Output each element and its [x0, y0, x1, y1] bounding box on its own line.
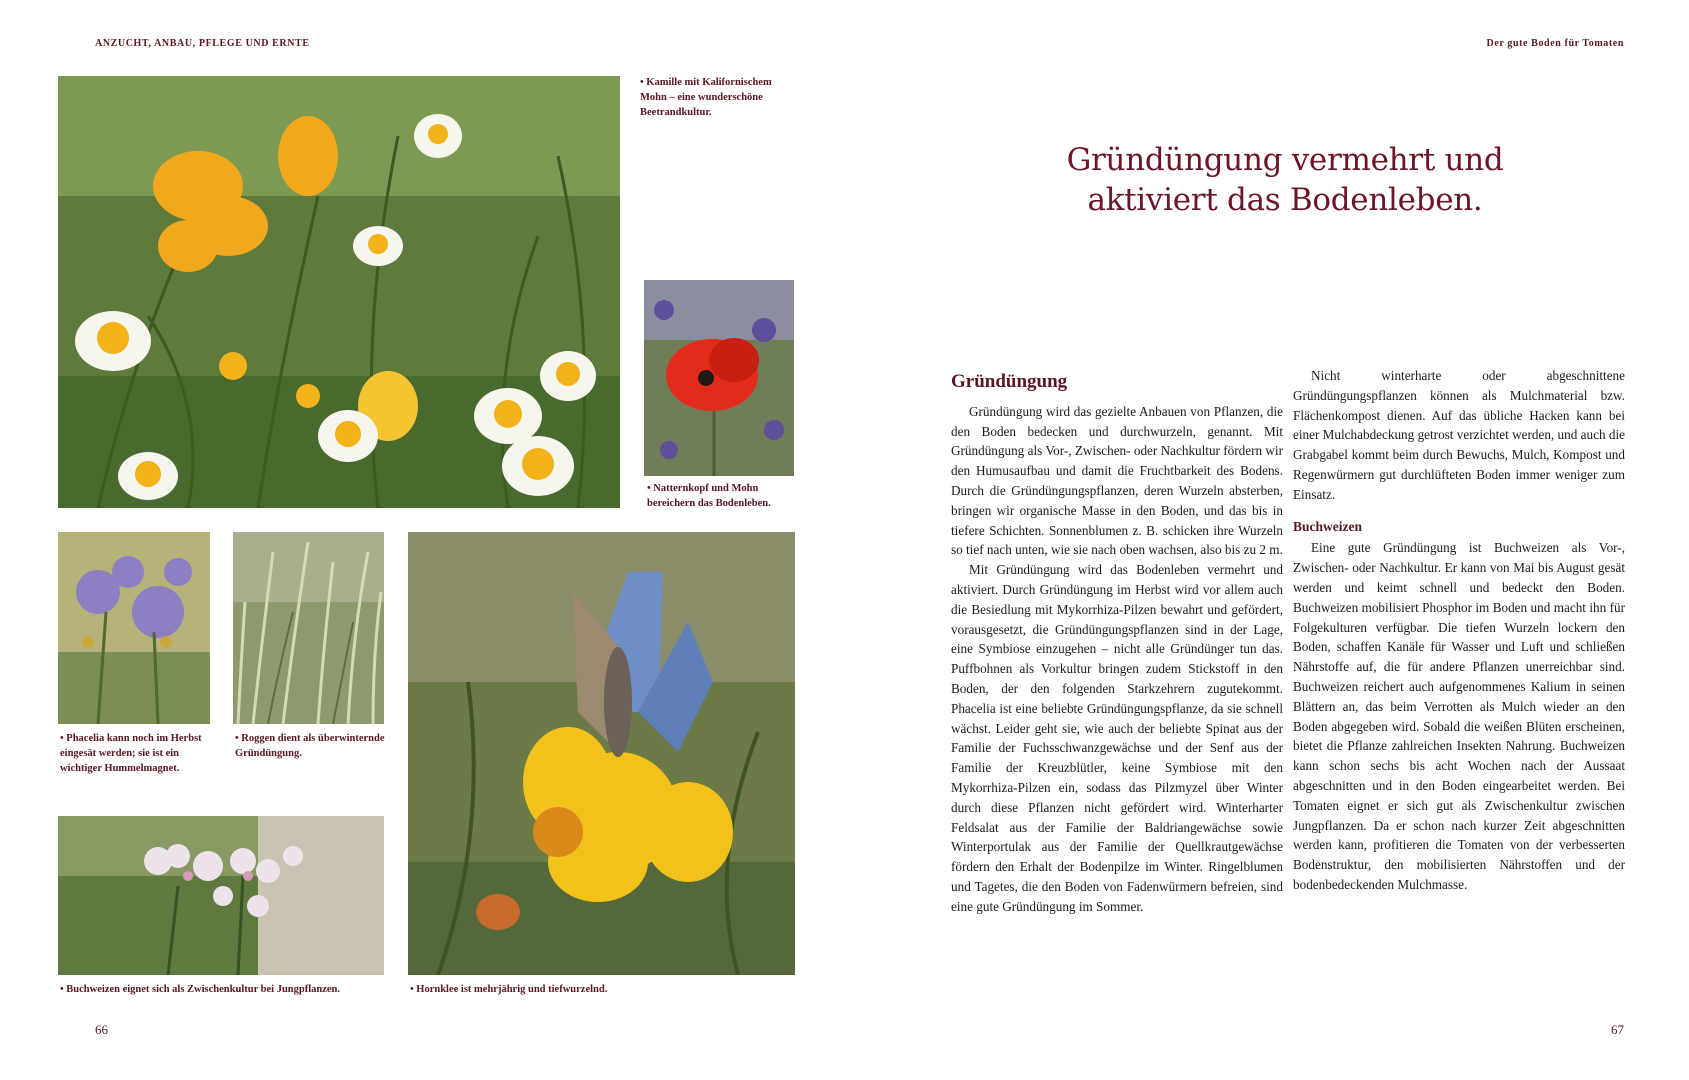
- caption-phacelia: • Phacelia kann noch im Herbst eingesät werden; sie ist ein wichtiger Hummelmagnet.: [60, 733, 202, 774]
- page-title: Gründüngung vermehrt und aktiviert das Bodenleben.: [1066, 142, 1504, 218]
- text-column-1: [951, 362, 1283, 917]
- photo-roggen: [233, 532, 384, 724]
- photo-hornklee-falter: [408, 532, 795, 975]
- photo-buchweizen: [58, 816, 384, 975]
- left-page: [0, 0, 844, 1080]
- photo-kamille-mohn: [58, 76, 620, 508]
- caption-buchweizen: • Buchweizen eignet sich als Zwischenkultur bei Jungpflanzen.: [60, 984, 341, 995]
- page-number-right: 67: [1611, 1022, 1624, 1037]
- section-heading: Gründüngung: [951, 371, 1068, 392]
- caption-hornklee: • Hornklee ist mehrjährig und tiefwurzelnd.: [410, 984, 608, 995]
- page-number-left: 66: [95, 1022, 108, 1037]
- text-column-2: [1293, 366, 1625, 895]
- running-head-right: Der gute Boden für Tomaten: [1486, 38, 1624, 49]
- paragraph-buchweizen: Eine gute Gründüngung ist Buchweizen als Vor-, Zwischen- oder Nachkultur. Er kann von Mai bis August gesät werden und keimt schnell und bedeckt den Boden. Buchweizen mobilisiert Phosphor im Boden und macht ihn für Folgekulturen verfügbar. Die tiefen Wurzeln lockern den Boden, schaffen Kanäle für Wasser und Luft und schließen Nährstoffe auf, die für andere Pflanzen unerreichbar sind. Buchweizen reichert auch aufgenommenes Kalium in seinen Blättern an, das beim Verrotten als Mulch wieder an den Boden abgegeben wird. Sobald die weißen Blüten erscheinen, bietet die Pflanze zahlreichen Insekten Nahrung. Buchweizen kann schon sechs bis acht Wochen nach der Aussaat abgeschnitten und in den Boden eingearbeitet werden. Bei Tomaten eignet er sich gut als Zwischenkultur zwischen Jungpflanzen. Da er schon nach kurzer Zeit abgeschnitten werden kann, profitieren die Tomaten von der verbesserten Bodenstruktur, den mobilisierten Nährstoffen und der bodenbedeckenden Mulchmasse.: [1293, 540, 1625, 892]
- subheading-buchweizen: Buchweizen: [1293, 518, 1362, 534]
- caption-natternkopf: • Natternkopf und Mohn bereichern das Bodenleben.: [647, 483, 771, 509]
- right-page: [845, 0, 1689, 1080]
- photo-natternkopf-mohn: [644, 280, 794, 476]
- paragraph-2: Mit Gründüngung wird das Bodenleben vermehrt und aktiviert. Durch Gründüngung im Herbst wird vor allem auch die Besiedlung mit Mykorrhiza-Pilzen bewahrt und gefördert, vorausgesetzt, die Gründüngungspflanzen sind in der Lage, eine Symbiose einzugehen – nicht alle Gründünger tun das. Puffbohnen als Vorkultur bringen zudem Stickstoff in den Boden, der den folgenden Starkzehrern zugutekommt. Phacelia ist eine beliebte Gründüngungspflanze, da sie schnell wächst. Leider geht sie, wie auch der beliebte Spinat aus der Familie der Fuchsschwanzgewächse und der Senf aus der Familie der Kreuzblütler, keine Symbiose mit den Mykorrhiza-Pilzen ein, sodass das Pilzmyzel über Winter durch diese Pflanzen nicht gefördert wird. Winterharter Feldsalat aus der Familie der Baldriangewächse sowie Winterportulak aus der Familie der Quellkrautgewächse fördern den Erhalt der Bodenpilze im Winter. Ringelblumen und Tagetes, die den Boden von Fadenwürmern befreien, sind eine gute Gründüngung im Sommer.: [951, 562, 1283, 914]
- paragraph-3: Nicht winterharte oder abgeschnittene Gründüngungspflanzen können als Mulchmaterial bzw. Flächenkompost dienen. Auf das übliche Hacken kann bei einer Mulchabdeckung getrost verzichtet werden, und auch die Grabgabel kommt beim durch Bewuchs, Mulch, Kompost und Regenwürmern gut durchlüfteten Boden immer weniger zum Einsatz.: [1293, 368, 1625, 502]
- running-head-left: ANZUCHT, ANBAU, PFLEGE UND ERNTE: [95, 38, 310, 49]
- photo-phacelia: [58, 532, 210, 724]
- paragraph-1: Gründüngung wird das gezielte Anbauen von Pflanzen, die den Boden bedecken und durchwurzeln, genannt. Mit Gründüngung als Vor-, Zwischen- oder Nachkultur fördern wir den Humusaufbau und damit die Fruchtbarkeit des Bodens. Durch die Gründüngungspflanzen, deren Wurzeln absterben, bringen wir organische Masse in den Boden, und das bis in tiefere Schichten. Sonnenblumen z. B. schicken ihre Wurzeln so tief nach unten, wie sie nach oben wachsen, also bis zu 2 m.: [951, 403, 1283, 558]
- caption-kamille: • Kamille mit Kalifornischem Mohn – eine wunderschöne Beetrandkultur.: [640, 77, 772, 118]
- caption-roggen: • Roggen dient als überwinternde Gründüngung.: [235, 733, 385, 759]
